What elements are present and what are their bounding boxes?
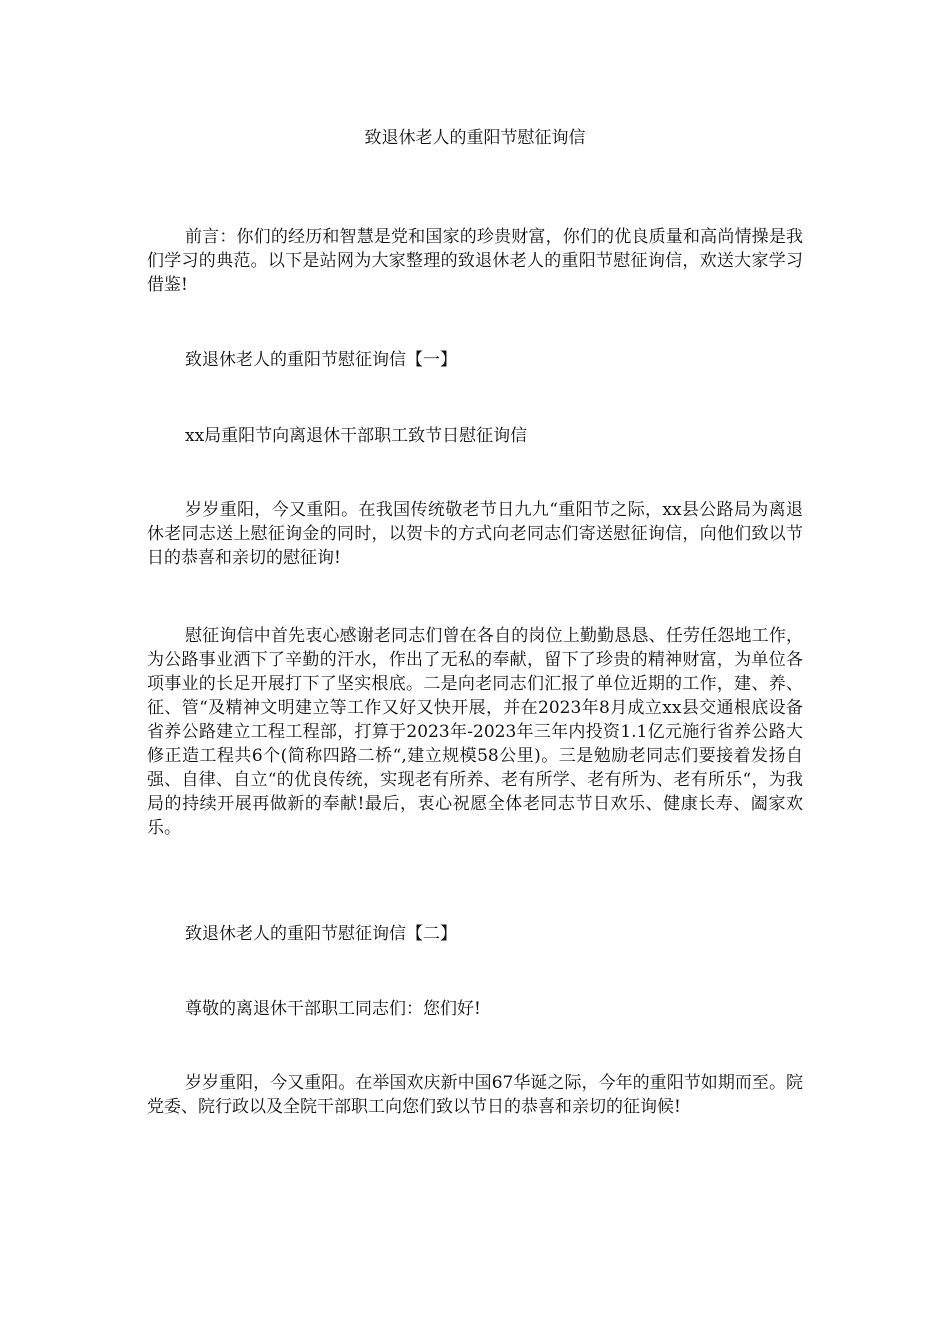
section-heading-one: 致退休老人的重阳节慰征询信【一】: [185, 350, 457, 370]
salutation: 尊敬的离退休干部职工同志们：您们好!: [185, 999, 481, 1019]
body-paragraph: 岁岁重阳，今又重阳。在举国欢庆新中国67华诞之际，今年的重阳节如期而至。院党委、院行政以及全院干部职工向您们致以节日的恭喜和亲切的征询候!: [147, 1073, 803, 1117]
section-heading-two: 致退休老人的重阳节慰征询信【二】: [185, 924, 457, 944]
body-paragraph: 慰征询信中首先衷心感谢老同志们曾在各自的岗位上勤勤恳恳、任劳任怨地工作，为公路事业洒下了辛勤的汗水，作出了无私的奉献，留下了珍贵的精神财富，为单位各项事业的长足开展打下了坚实根底。二是向老同志们汇报了单位近期的工作，建、养、征、管“及精神文明建立等工作又好又快开展，并在2023年8月成立xx县交通根底设备省养公路建立工程工程部，打算于2023年-2023年三年内投资1.1亿元施行省养公路大修正造工程共6个(简称四路二桥“,建立规模58公里)。三是勉励老同志们要接着发扬自强、自律、自立“的优良传统，实现老有所养、老有所学、老有所为、老有所乐“，为我局的持续开展再做新的奉献!最后，衷心祝愿全体老同志节日欢乐、健康长寿、阖家欢乐。: [147, 626, 803, 838]
preface-paragraph: 前言：你们的经历和智慧是党和国家的珍贵财富，你们的优良质量和高尚情操是我们学习的典范。以下是站网为大家整理的致退休老人的重阳节慰征询信，欢送大家学习借鉴!: [147, 227, 803, 295]
letter-subtitle: xx局重阳节向离退休干部职工致节日慰征询信: [185, 426, 528, 446]
document-title: 致退休老人的重阳节慰征询信: [364, 128, 586, 148]
body-paragraph: 岁岁重阳，今又重阳。在我国传统敬老节日九九“重阳节之际，xx县公路局为离退休老同志送上慰征询金的同时，以贺卡的方式向老同志们寄送慰征询信，向他们致以节日的恭喜和亲切的慰征询!: [147, 500, 803, 568]
